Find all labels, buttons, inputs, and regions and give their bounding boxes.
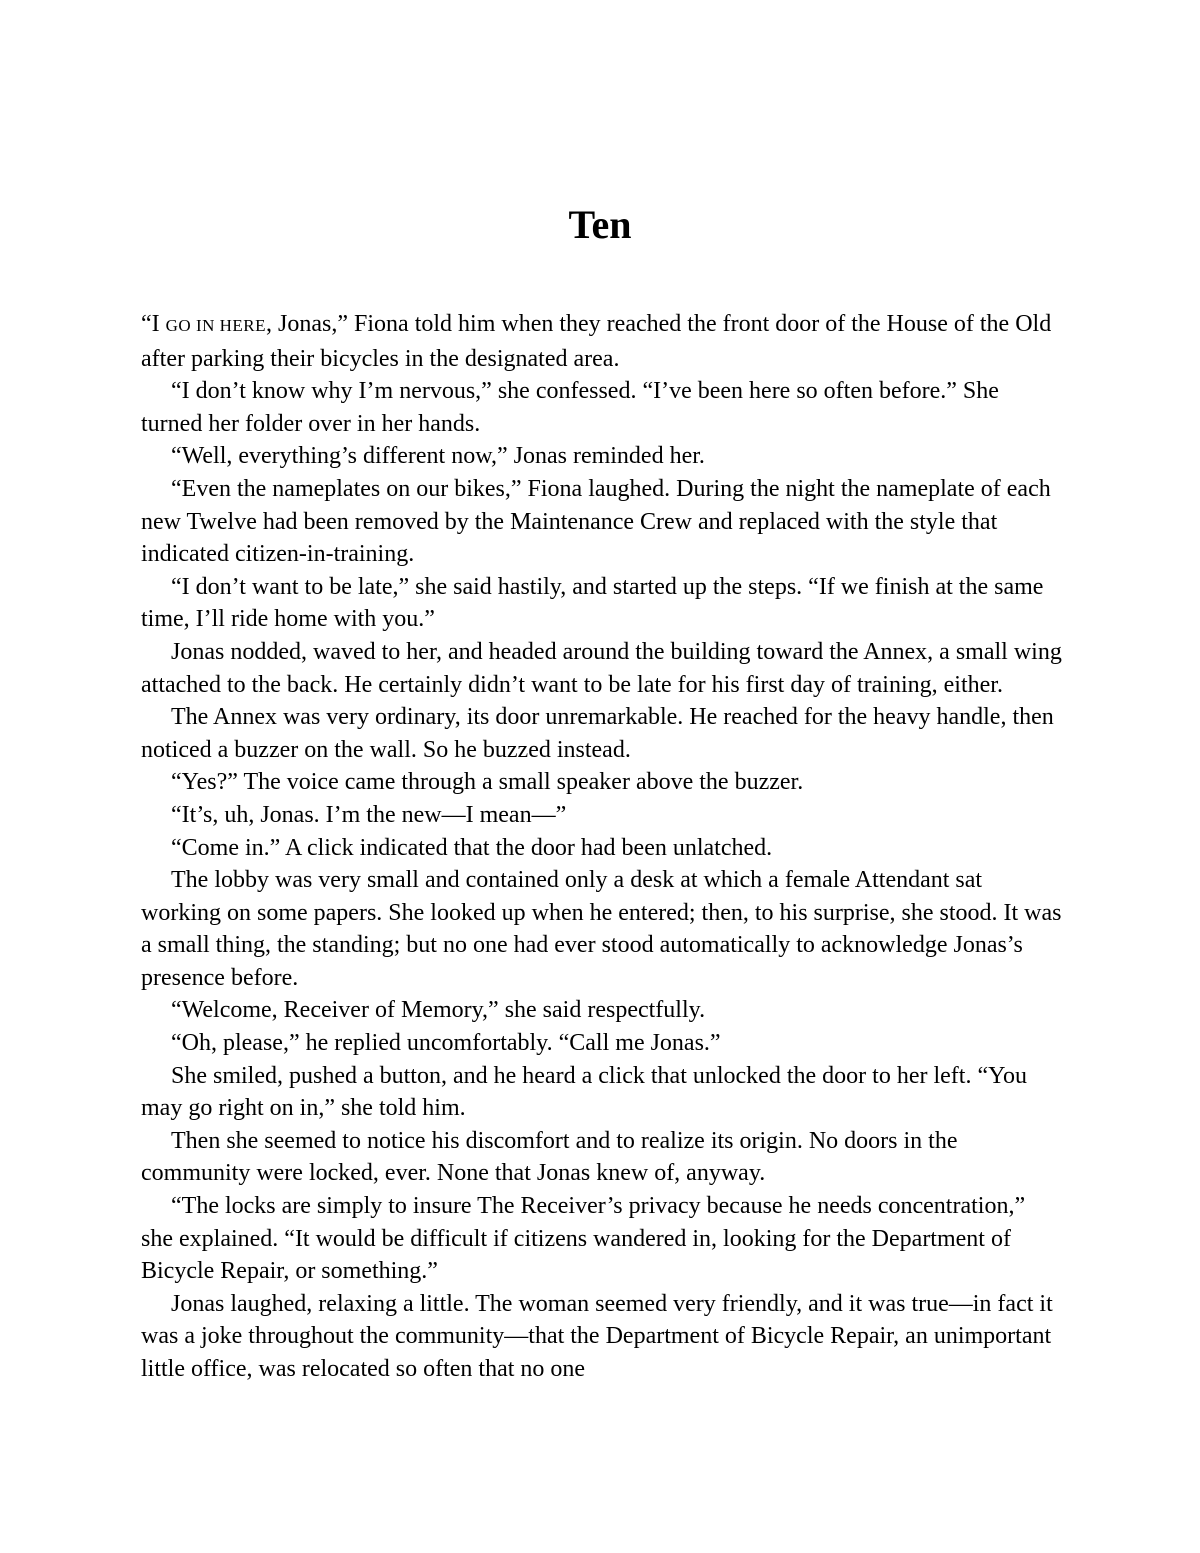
paragraph: “Yes?” The voice came through a small speaker above the buzzer. xyxy=(171,769,804,796)
paragraph: The lobby was very small and contained only a desk at which a female Attendant sat working on some papers. She looked up when he entered; then, to his surprise, she stood. It was a small thing, the standing; but no one had ever stood automatically to acknowledge Jonas’s presence before. xyxy=(141,867,1062,991)
paragraph: “Well, everything’s different now,” Jonas reminded her. xyxy=(171,443,705,470)
paragraph: Jonas laughed, relaxing a little. The woman seemed very friendly, and it was true—in fact it was a joke throughout the community—that the Department of Bicycle Repair, an unimportant little office, was relocated so often that no one xyxy=(141,1290,1053,1382)
paragraph: She smiled, pushed a button, and he heard a click that unlocked the door to her left. “You may go right on in,” she told him. xyxy=(141,1062,1028,1122)
opening-quote: “I xyxy=(141,311,166,337)
chapter-title: Ten xyxy=(568,202,632,247)
paragraph: “The locks are simply to insure The Receiver’s privacy because he needs concentration,” she explained. “It would be difficult if citizens wandered in, looking for the Department of Bicycle Repair, or something.” xyxy=(141,1193,1026,1285)
paragraph: “Welcome, Receiver of Memory,” she said respectfully. xyxy=(171,997,706,1024)
opening-paragraph xyxy=(141,308,1063,375)
opening-rest: , Jonas,” Fiona told him when they reached the front door of the House of the Old after parking their bicycles in the designated area. xyxy=(141,311,1052,372)
paragraph: “I don’t want to be late,” she said hastily, and started up the steps. “If we finish at the same time, I’ll ride home with you.” xyxy=(141,573,1044,633)
paragraph: “Come in.” A click indicated that the door had been unlatched. xyxy=(171,834,773,861)
paragraph: The Annex was very ordinary, its door unremarkable. He reached for the heavy handle, then noticed a buzzer on the wall. So he buzzed instead. xyxy=(141,704,1054,763)
paragraph: Then she seemed to notice his discomfort and to realize its origin. No doors in the community were locked, ever. None that Jonas knew of, anyway. xyxy=(141,1127,958,1187)
paragraph: Jonas nodded, waved to her, and headed around the building toward the Annex, a small wing attached to the back. He certainly didn’t want to be late for his first day of training, either. xyxy=(141,638,1062,698)
paragraph: “Oh, please,” he replied uncomfortably. “Call me Jonas.” xyxy=(171,1030,721,1057)
paragraph: “It’s, uh, Jonas. I’m the new—I mean—” xyxy=(171,801,567,828)
chapter-body xyxy=(141,308,1063,1386)
paragraph: “I don’t know why I’m nervous,” she confessed. “I’ve been here so often before.” She turned her folder over in her hands. xyxy=(141,378,999,437)
opening-small-caps: GO IN HERE xyxy=(165,316,267,335)
paragraph: “Even the nameplates on our bikes,” Fiona laughed. During the night the nameplate of each new Twelve had been removed by the Maintenance Crew and replaced with the style that indicated citizen-in-training. xyxy=(141,475,1051,568)
